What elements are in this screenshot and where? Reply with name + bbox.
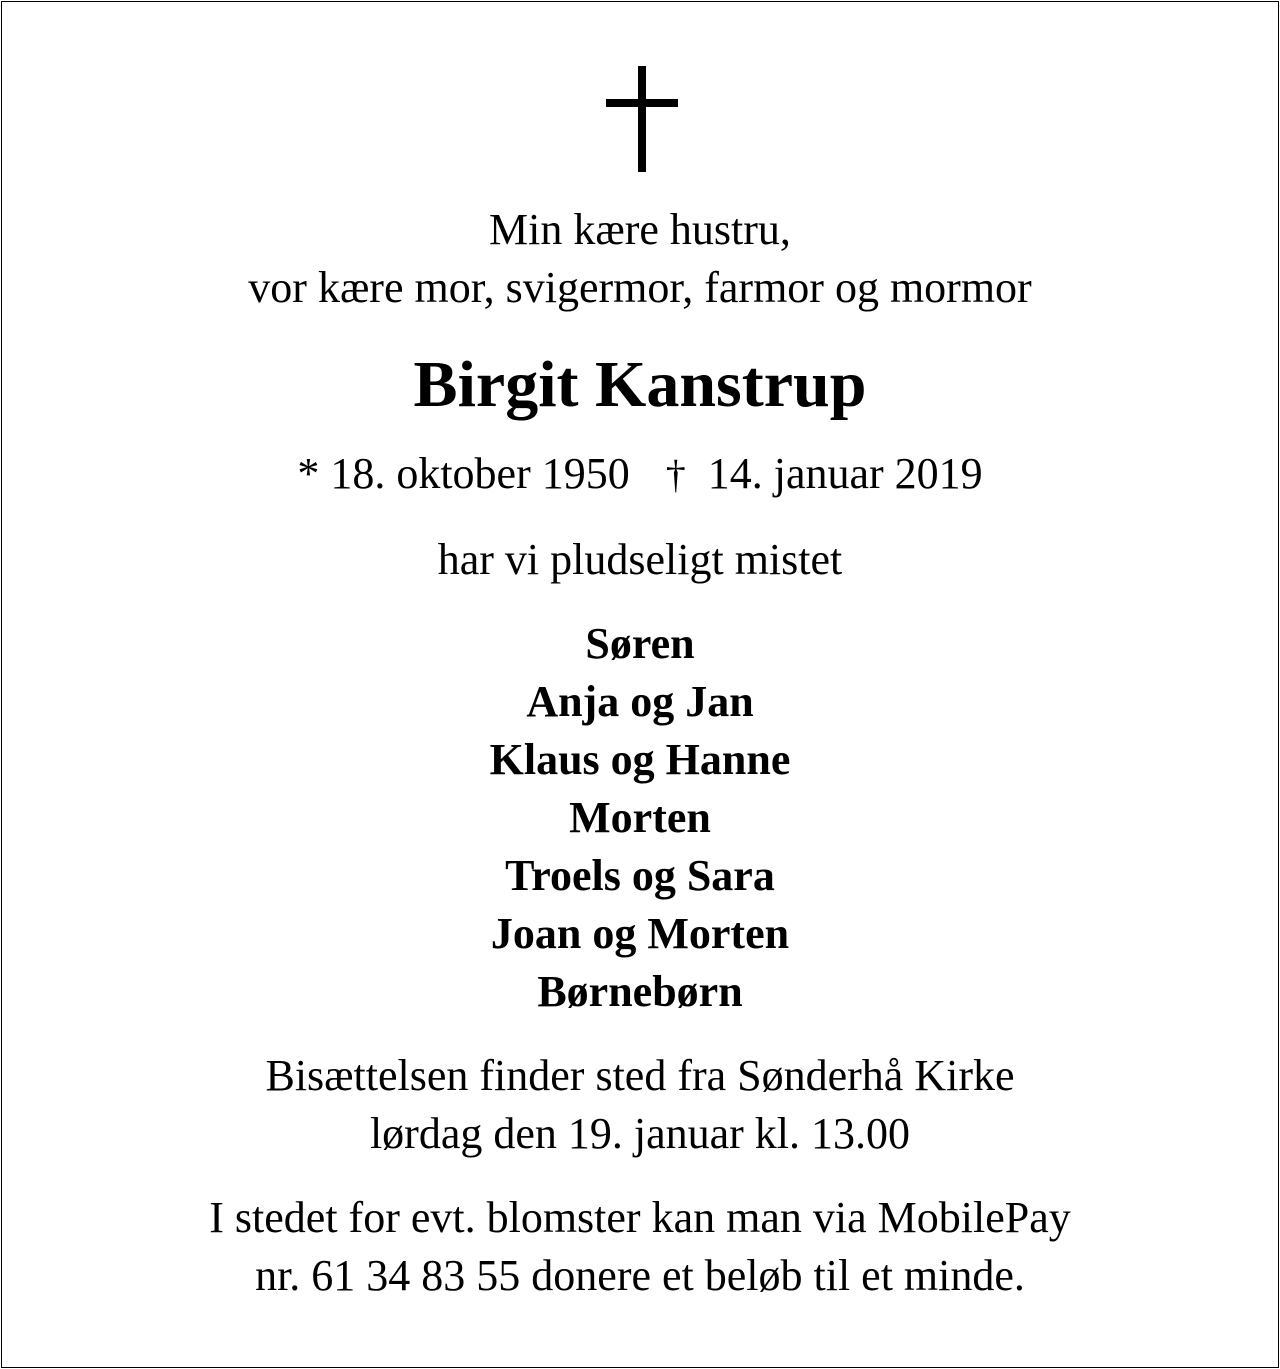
mourner-name: Morten xyxy=(569,793,711,842)
loss-line: har vi pludseligt mistet xyxy=(437,535,843,584)
birth-date: * 18. oktober 1950 xyxy=(297,449,630,498)
mourner-name: Anja og Jan xyxy=(526,677,754,726)
obituary-notice xyxy=(1,1,1279,1368)
donation-line-2: nr. 61 34 83 55 donere et beløb til et minde. xyxy=(255,1251,1025,1300)
cross-icon xyxy=(606,66,678,172)
mourner-name: Joan og Morten xyxy=(490,909,790,958)
mourner-name: Børnebørn xyxy=(537,967,743,1016)
funeral-line-2: lørdag den 19. januar kl. 13.00 xyxy=(369,1109,911,1158)
mourner-name: Klaus og Hanne xyxy=(489,735,791,784)
deceased-name: Birgit Kanstrup xyxy=(413,348,867,421)
mourner-name: Troels og Sara xyxy=(505,851,775,900)
donation-line-1: I stedet for evt. blomster kan man via MobilePay xyxy=(209,1193,1071,1242)
dagger-icon: † xyxy=(665,452,686,497)
intro-line-2: vor kære mor, svigermor, farmor og mormor xyxy=(248,263,1032,312)
mourner-name: Søren xyxy=(585,619,695,668)
intro-line-1: Min kære hustru, xyxy=(489,205,791,254)
life-dates xyxy=(2,449,1278,498)
funeral-line-1: Bisættelsen finder sted fra Sønderhå Kirke xyxy=(265,1051,1015,1100)
death-date: 14. januar 2019 xyxy=(707,449,983,498)
